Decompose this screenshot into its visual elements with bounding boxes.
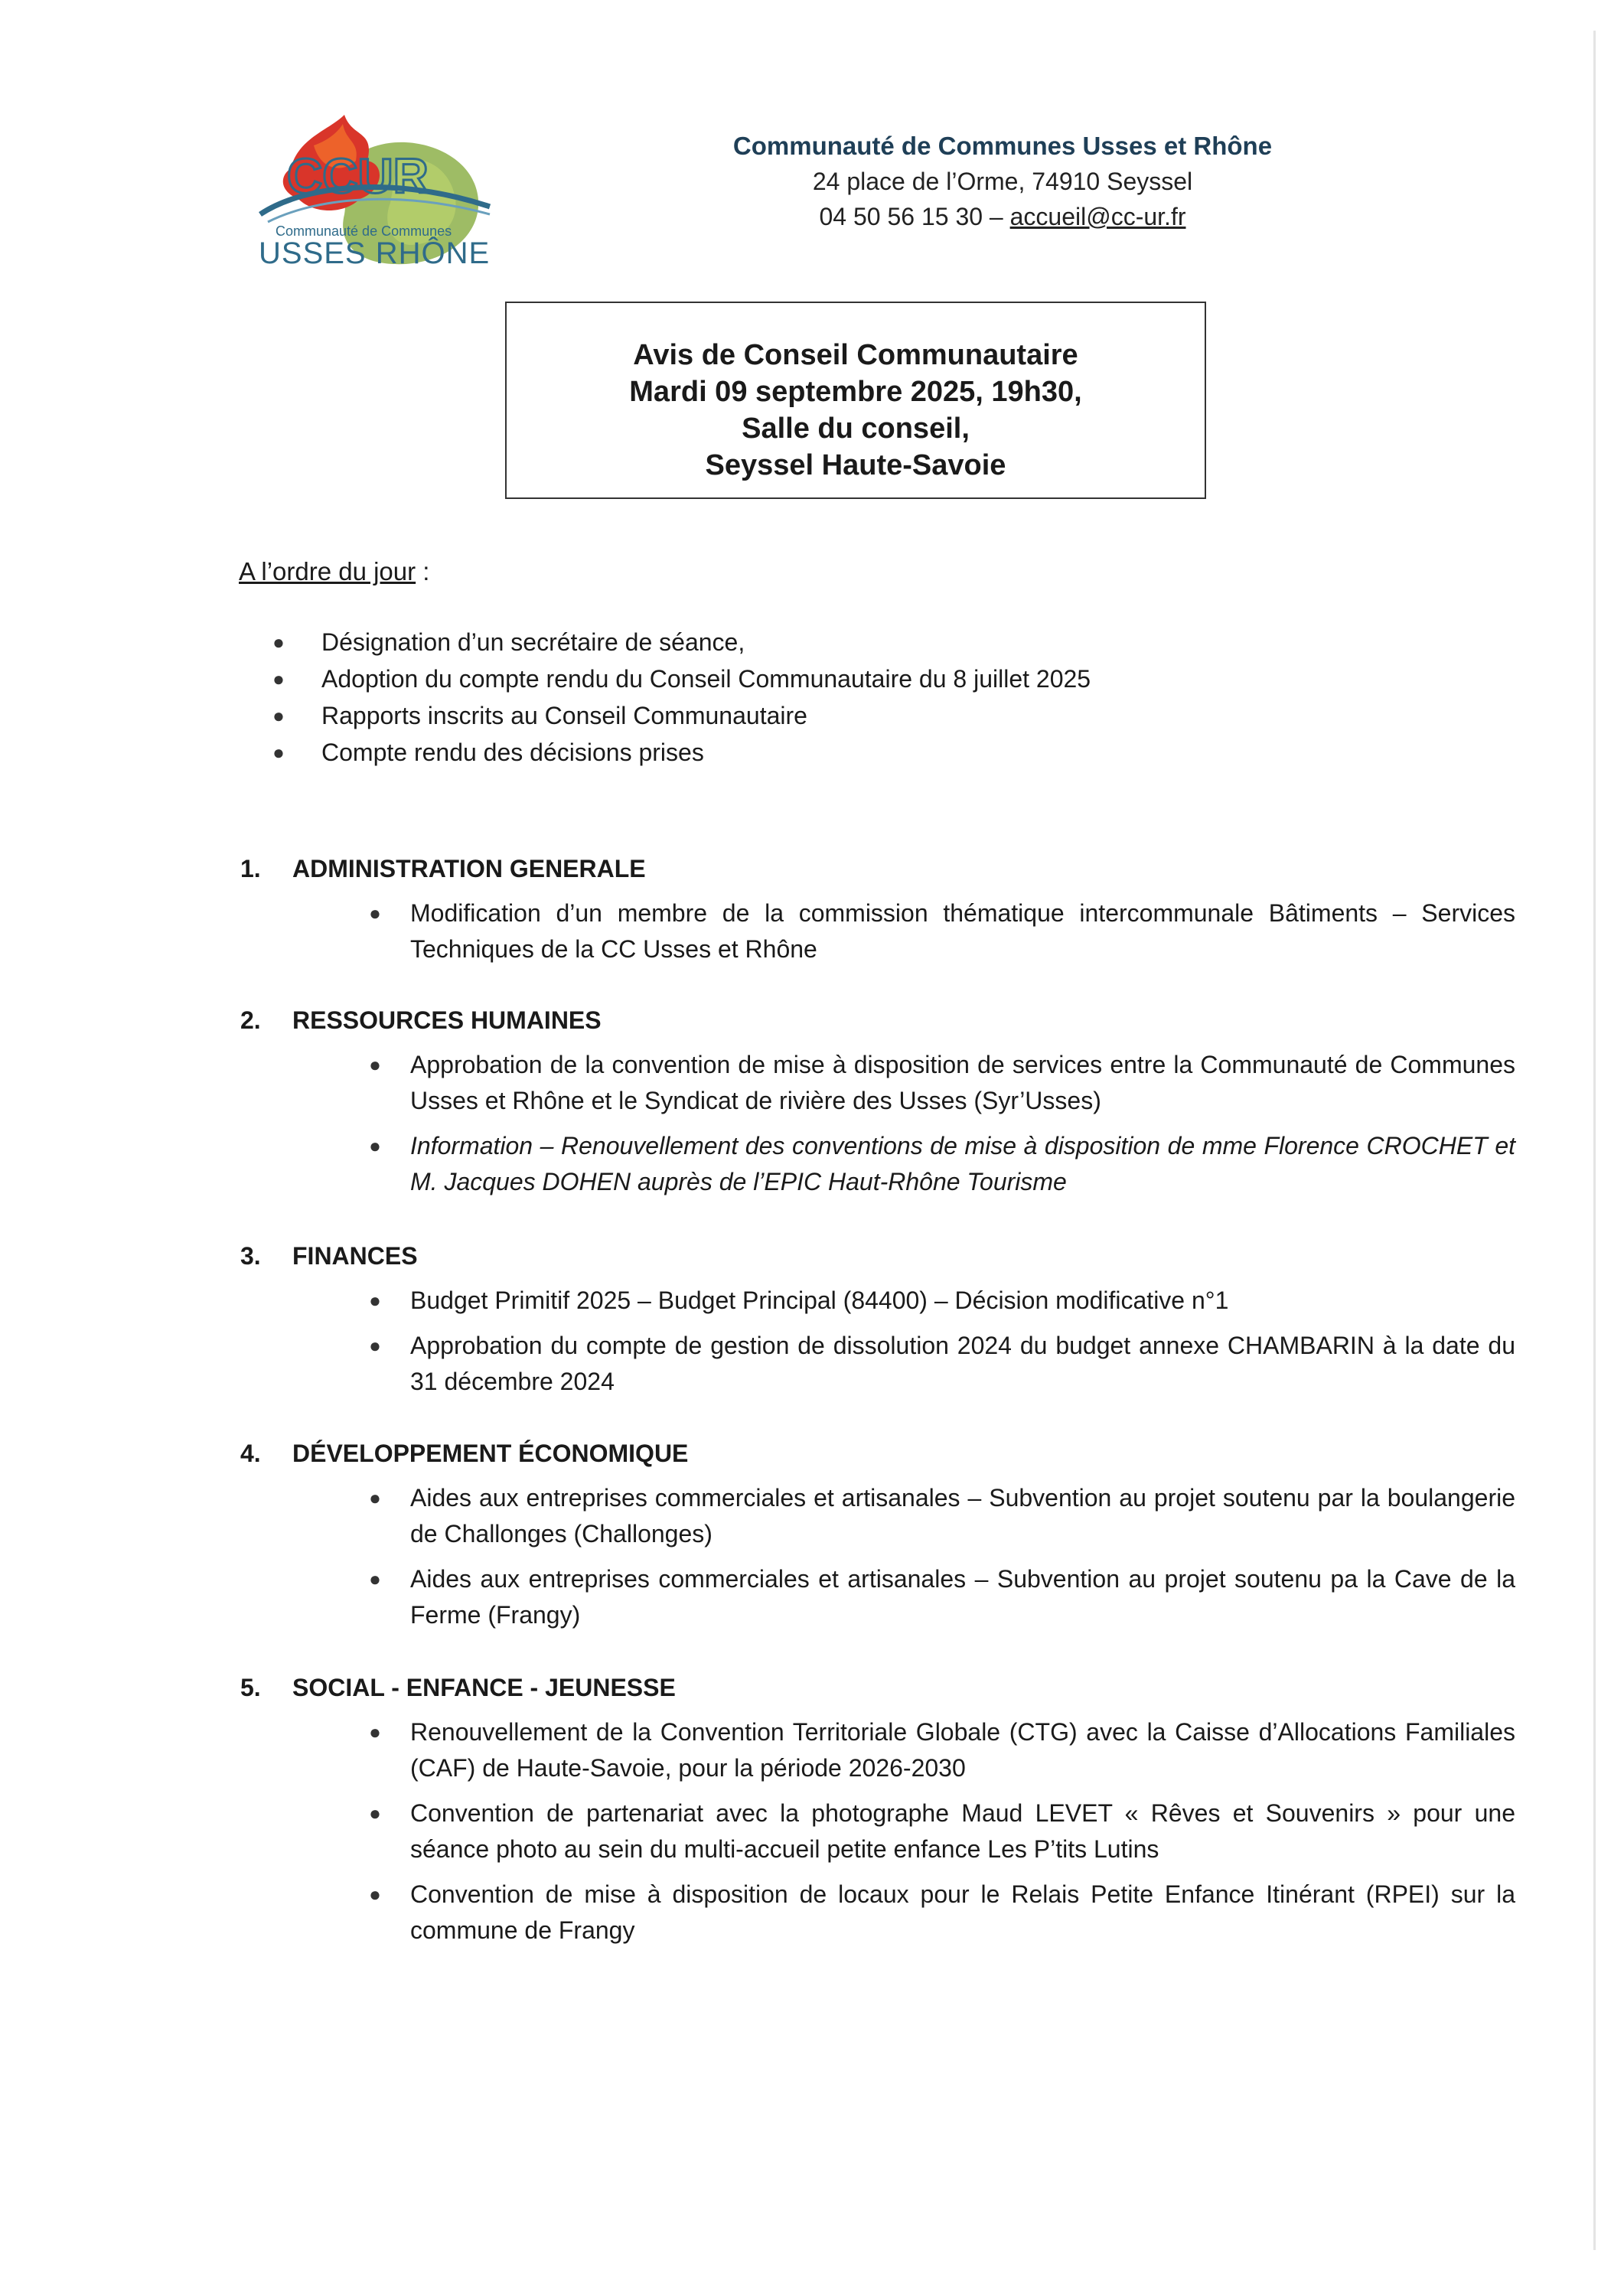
section-developpement-economique xyxy=(240,1436,1515,1642)
list-item: ● Compte rendu des décisions prises xyxy=(271,734,1091,771)
organization-email-link[interactable]: accueil@cc-ur.fr xyxy=(1009,203,1186,230)
meeting-room: Salle du conseil, xyxy=(742,413,970,445)
bullet-icon: ● xyxy=(369,902,381,925)
bullet-icon: ● xyxy=(369,1883,381,1906)
svg-text:CCUR: CCUR xyxy=(287,148,429,204)
ccur-logo-icon xyxy=(245,99,505,276)
list-item: ● Adoption du compte rendu du Conseil Communautaire du 8 juillet 2025 xyxy=(271,660,1091,697)
organization-name: Communauté de Communes Usses et Rhône xyxy=(732,132,1273,160)
section-ressources-humaines xyxy=(240,1003,1515,1209)
section-social-enfance-jeunesse xyxy=(240,1670,1515,1958)
bullet-icon: ● xyxy=(272,704,285,727)
section-finances xyxy=(240,1238,1515,1409)
section-heading: 3. FINANCES xyxy=(240,1242,418,1270)
list-item: ● Désignation d’un secrétaire de séance, xyxy=(271,624,1091,660)
agenda-heading xyxy=(239,557,429,586)
meeting-date: Mardi 09 septembre 2025, 19h30, xyxy=(629,376,1082,408)
bullet-icon: ● xyxy=(369,1802,381,1825)
organization-address: 24 place de l’Orme, 74910 Seyssel xyxy=(812,168,1193,195)
bullet-icon: ● xyxy=(272,631,285,654)
section-heading: 1. ADMINISTRATION GENERALE xyxy=(240,855,646,882)
meeting-title: Avis de Conseil Communautaire xyxy=(633,339,1078,371)
list-item: ● Modification d’un membre de la commission thématique intercommunale Bâtiments – Services Techniques de la CC Usses et Rhône xyxy=(367,895,1515,967)
bullet-icon: ● xyxy=(369,1334,381,1357)
organization-phone: 04 50 56 15 30 – xyxy=(819,203,1003,230)
bullet-icon: ● xyxy=(272,741,285,764)
bullet-icon: ● xyxy=(369,1720,381,1743)
svg-text:Communauté de Communes: Communauté de Communes xyxy=(276,223,452,239)
scan-edge-line xyxy=(1593,31,1596,2250)
bullet-icon: ● xyxy=(369,1134,381,1157)
list-item: ● Aides aux entreprises commerciales et artisanales – Subvention au projet soutenu pa la Cave de la Ferme (Frangy) xyxy=(367,1561,1515,1633)
list-item: ● Budget Primitif 2025 – Budget Principal (84400) – Décision modificative n°1 xyxy=(367,1283,1515,1319)
section-administration xyxy=(240,851,1515,977)
list-item: ● Convention de mise à disposition de locaux pour le Relais Petite Enfance Itinérant (RPEI) sur la commune de Frangy xyxy=(367,1877,1515,1949)
svg-text:USSES RHÔNE: USSES RHÔNE xyxy=(259,236,491,270)
list-item: ● Information – Renouvellement des conventions de mise à disposition de mme Florence CROCHET et M. Jacques DOHEN auprès de l’EPIC Haut-Rhône Tourisme xyxy=(367,1128,1515,1200)
bullet-icon: ● xyxy=(272,667,285,690)
organization-header xyxy=(689,129,1316,234)
bullet-icon: ● xyxy=(369,1486,381,1509)
section-heading: 5. SOCIAL - ENFANCE - JEUNESSE xyxy=(240,1674,676,1701)
organization-contact xyxy=(689,199,1316,234)
bullet-icon: ● xyxy=(369,1567,381,1590)
list-item: ● Approbation du compte de gestion de dissolution 2024 du budget annexe CHAMBARIN à la date du 31 décembre 2024 xyxy=(367,1328,1515,1400)
list-item: ● Aides aux entreprises commerciales et artisanales – Subvention au projet soutenu par la boulangerie de Challonges (Challonges) xyxy=(367,1480,1515,1552)
agenda-label-suffix: : xyxy=(416,557,430,585)
agenda-label: A l’ordre du jour xyxy=(239,557,416,585)
list-item: ● Approbation de la convention de mise à disposition de services entre la Communauté de Communes Usses et Rhône et le Syndicat de rivière des Usses (Syr’Usses) xyxy=(367,1047,1515,1119)
meeting-location: Seyssel Haute-Savoie xyxy=(705,449,1006,481)
list-item: ● Rapports inscrits au Conseil Communautaire xyxy=(271,697,1091,734)
agenda-intro-list xyxy=(271,624,1091,771)
bullet-icon: ● xyxy=(369,1053,381,1076)
section-heading: 4. DÉVELOPPEMENT ÉCONOMIQUE xyxy=(240,1440,689,1467)
list-item: ● Convention de partenariat avec la photographe Maud LEVET « Rêves et Souvenirs » pour une séance photo au sein du multi-accueil petite enfance Les P’tits Lutins xyxy=(367,1795,1515,1867)
bullet-icon: ● xyxy=(369,1289,381,1312)
meeting-title-box xyxy=(505,302,1206,499)
list-item: ● Renouvellement de la Convention Territoriale Globale (CTG) avec la Caisse d’Allocations Familiales (CAF) de Haute-Savoie, pour la période 2026-2030 xyxy=(367,1714,1515,1786)
section-heading: 2. RESSOURCES HUMAINES xyxy=(240,1006,602,1034)
